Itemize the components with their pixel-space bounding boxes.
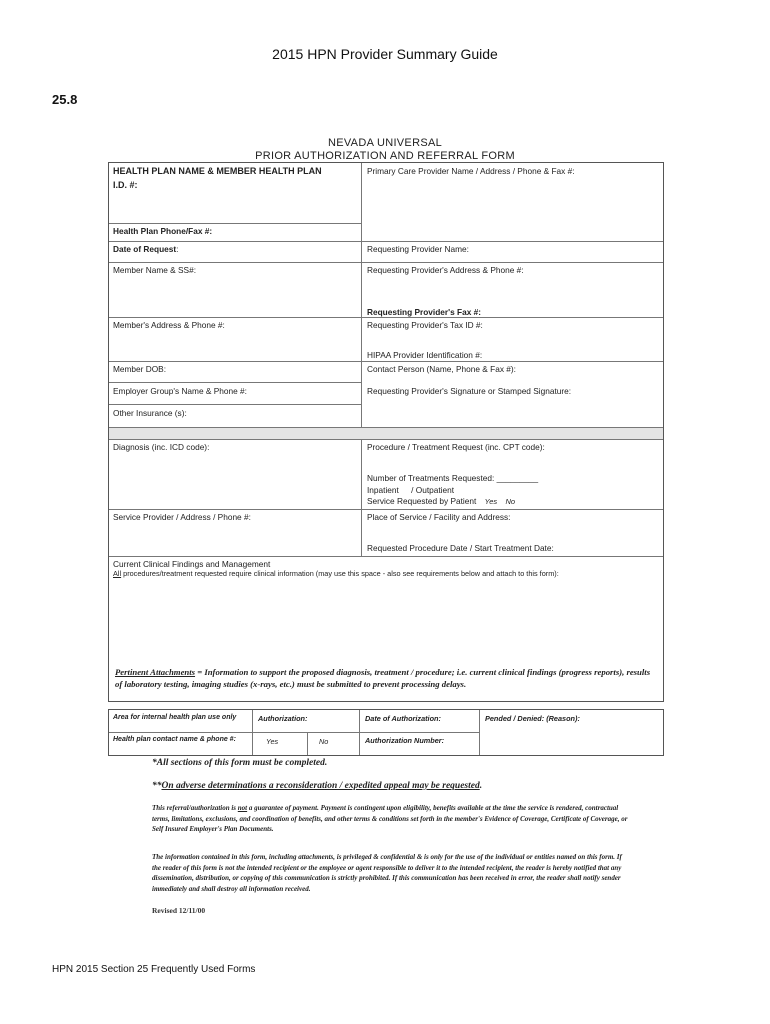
clinical-instruction [113, 569, 559, 578]
authorization-label: Authorization: [258, 714, 308, 723]
rule [109, 317, 663, 318]
col-rule [307, 732, 308, 755]
col-rule [479, 710, 480, 755]
other-insurance-label: Other Insurance (s): [113, 408, 187, 418]
internal-area-label: Area for internal health plan use only [113, 714, 237, 721]
signature-label: Requesting Provider's Signature or Stamped Signature: [367, 386, 572, 396]
internal-yes: Yes [266, 737, 279, 746]
guarantee-not: not [237, 804, 248, 812]
rule [109, 241, 663, 242]
rule [109, 427, 663, 428]
rule [109, 382, 361, 383]
revised-date: Revised 12/11/00 [152, 906, 206, 915]
service-requested-label: Service Requested by Patient [367, 496, 477, 506]
rule [109, 404, 361, 405]
date-of-request-text: Date of Request [113, 244, 177, 254]
inpatient-outpatient [367, 485, 454, 495]
pertinent-attachments-heading: Pertinent Attachments [115, 667, 196, 677]
member-address-label: Member's Address & Phone #: [113, 320, 225, 330]
rule [109, 361, 663, 362]
pertinent-attachments [115, 666, 655, 690]
pended-denied-label: Pended / Denied: (Reason): [485, 714, 580, 723]
hipaa-id-label: HIPAA Provider Identification #: [367, 350, 483, 360]
employer-group-label: Employer Group's Name & Phone #: [113, 386, 247, 396]
rule [109, 556, 663, 557]
rule [109, 262, 663, 263]
service-provider-label: Service Provider / Address / Phone #: [113, 512, 251, 522]
rule [109, 509, 663, 510]
health-plan-phone-label: Health Plan Phone/Fax #: [113, 226, 213, 236]
column-divider [361, 163, 362, 556]
authorization-number-label: Authorization Number: [365, 736, 445, 745]
form-title-line2: PRIOR AUTHORIZATION AND REFERRAL FORM [255, 150, 515, 162]
page-footer: HPN 2015 Section 25 Frequently Used Forms [52, 964, 256, 975]
service-requested-no: No [505, 497, 516, 506]
confidentiality-note: The information contained in this form, including attachments, is privileged & confidential & is only for the use of the individual or entities named on this form. If the reader of this form is not the intended recipient or the employee or agent responsible to deliver it to the intended recipient, the reader is hereby notified that any dissemination, distribution, or copying of this communication is strictly prohibited. If this communication has been received in error, the reader shall notify sender immediately and shall destroy all information received. [152, 853, 622, 893]
requesting-provider-address-label: Requesting Provider's Address & Phone #: [367, 265, 524, 275]
guarantee-post: a guarantee of payment. Payment is contingent upon eligibility, benefits available at the time the service is rendered, contractual terms, limitations, exclusions, and coordination of benefits, and other terms & conditions set forth in the member's Evidence of Coverage, Certificate of Coverage, or Self Insured Employer's Plan Documents. [152, 804, 628, 833]
procedure-label: Procedure / Treatment Request (inc. CPT code): [367, 442, 545, 452]
requesting-provider-fax-label: Requesting Provider's Fax #: [367, 307, 482, 317]
requesting-provider-tax-label: Requesting Provider's Tax ID #: [367, 320, 483, 330]
primary-care-label: Primary Care Provider Name / Address / Phone & Fax #: [367, 166, 575, 176]
adverse-prefix: ** [152, 781, 162, 791]
service-requested-yes: Yes [484, 497, 498, 506]
adverse-suffix: . [479, 781, 483, 791]
member-name-label: Member Name & SS#: [113, 265, 196, 275]
shaded-separator [109, 427, 663, 439]
member-id-label: I.D. #: [113, 180, 138, 190]
clinical-instruction-rest: procedures/treatment requested require clinical information (may use this space - also see requirements below and attach to this form): [121, 569, 559, 578]
contact-name-label: Health plan contact name & phone #: [113, 736, 236, 743]
num-treatments-label: Number of Treatments Requested: _________ [367, 473, 539, 483]
internal-use-table [108, 709, 664, 756]
diagnosis-label: Diagnosis (inc. ICD code): [113, 442, 210, 452]
authorization-form [108, 162, 664, 702]
guarantee-note [152, 803, 632, 835]
clinical-instruction-all: All [113, 569, 122, 578]
requesting-provider-name-label: Requesting Provider Name: [367, 244, 469, 254]
clinical-findings-title: Current Clinical Findings and Management [113, 559, 271, 569]
form-title-line1: NEVADA UNIVERSAL [327, 137, 443, 149]
pertinent-attachments-text: = Information to support the proposed diagnosis, treatment / procedure; i.e. current clinical findings (progress reports), results of laboratory testing, imaging studies (x-rays, etc.) must be submitted to prevent processing delays. [115, 667, 651, 689]
rule [109, 439, 663, 440]
adverse-text: On adverse determinations a reconsideration / expedited appeal may be requested [161, 781, 480, 791]
date-of-request-label [113, 244, 178, 254]
place-of-service-label: Place of Service / Facility and Address: [367, 512, 511, 522]
date-of-authorization-label: Date of Authorization: [365, 714, 441, 723]
all-sections-note: *All sections of this form must be completed. [152, 758, 328, 768]
outpatient-label: / Outpatient [411, 485, 455, 495]
member-dob-label: Member DOB: [113, 364, 167, 374]
internal-no: No [319, 737, 329, 746]
page-title: 2015 HPN Provider Summary Guide [272, 46, 498, 62]
requested-date-label: Requested Procedure Date / Start Treatment Date: [367, 543, 554, 553]
date-of-request-colon: : [176, 244, 179, 254]
contact-person-label: Contact Person (Name, Phone & Fax #): [367, 364, 516, 374]
inpatient-label: Inpatient [367, 485, 399, 495]
rule [109, 223, 361, 224]
section-number: 25.8 [52, 92, 78, 107]
health-plan-name-label: HEALTH PLAN NAME & MEMBER HEALTH PLAN [113, 166, 322, 176]
row-rule [109, 732, 479, 733]
guarantee-pre: This referral/authorization is [152, 804, 238, 812]
adverse-determination-note [152, 781, 482, 791]
service-requested-row [367, 496, 515, 506]
